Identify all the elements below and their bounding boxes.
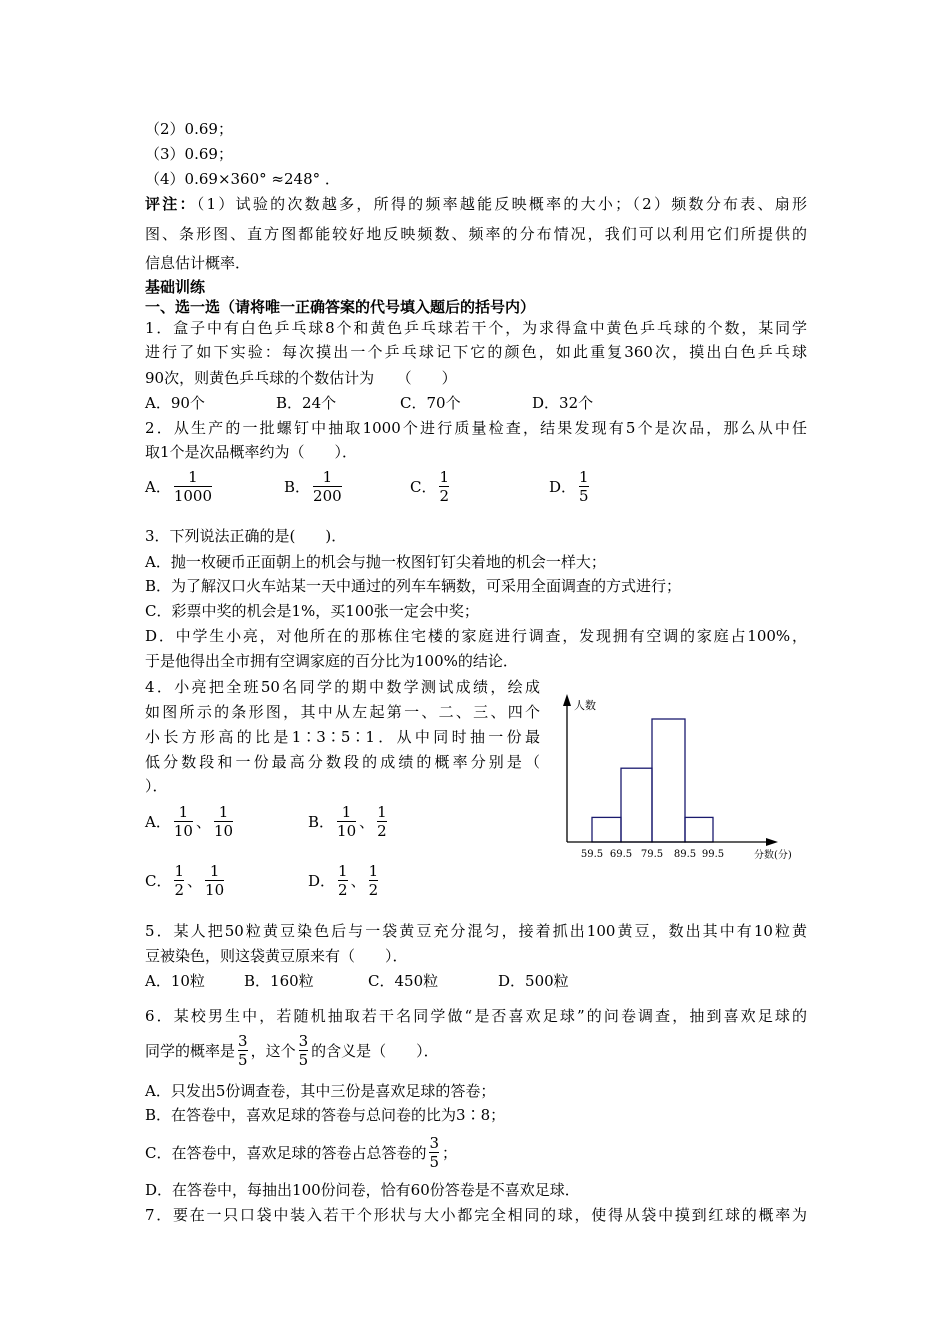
text: C．在答卷中，喜欢足球的答卷占总答卷的 — [145, 1144, 427, 1162]
numerator: 1 — [338, 862, 348, 880]
bar-79.5-89.5 — [652, 719, 685, 842]
denominator: 10 — [213, 822, 234, 840]
option-label: C． — [410, 478, 437, 496]
numerator: 1 — [439, 468, 450, 486]
q1-option-d: D．32个 — [532, 394, 594, 412]
q3-option-a: A．抛一枚硬币正面朝上的机会与抛一枚图钉钉尖着地的机会一样大； — [145, 553, 606, 571]
fraction — [313, 468, 342, 505]
q4-option-d — [308, 862, 381, 899]
bar-69.5-79.5 — [621, 768, 652, 842]
numerator: 1 — [174, 862, 185, 880]
q4-line-1: 4．小亮把全班50名同学的期中数学测试成绩，绘成 — [145, 678, 540, 696]
fraction — [338, 862, 348, 899]
numerator: 1 — [368, 862, 379, 880]
q1-line-2: 进行了如下实验：每次摸出一个乒乓球记下它的颜色，如此重复360次，摸出白色乒乓球 — [145, 343, 807, 361]
q4-option-c — [145, 862, 227, 899]
q2-option-b — [284, 468, 345, 505]
x-axis-label: 分数(分) — [754, 850, 792, 861]
numerator: 3 — [298, 1032, 309, 1050]
denominator: 10 — [173, 822, 193, 840]
bar-59.5-69.5 — [592, 817, 621, 842]
answer-3: （3）0.69； — [145, 145, 233, 163]
fraction — [214, 803, 233, 840]
fraction — [337, 803, 356, 840]
q2-line-1: 2．从生产的一批螺钉中抽取1000个进行质量检查，结果发现有5个是次品，那么从中任 — [145, 419, 807, 437]
fraction — [369, 862, 379, 899]
numerator: 1 — [178, 803, 189, 821]
q6-option-b: B．在答卷中，喜欢足球的答卷与总问卷的比为3∶8； — [145, 1106, 506, 1124]
fraction — [439, 468, 449, 505]
y-axis-label: 人数 — [574, 699, 596, 712]
note-text-1: （1）试验的次数越多，所得的频率越能反映概率的大小；（2）频数分布表、扇形 — [196, 195, 807, 213]
q6-option-a: A．只发出5份调查卷，其中三份是喜欢足球的答卷； — [145, 1082, 496, 1100]
denominator: 2 — [174, 881, 185, 899]
q3-option-c: C．彩票中奖的机会是1%，买100张一定会中奖； — [145, 602, 479, 620]
numerator: 1 — [377, 803, 387, 821]
text: ，这个 — [250, 1042, 296, 1060]
q3-line-1: 3．下列说法正确的是( )． — [145, 527, 347, 545]
q5-option-d: D．500粒 — [498, 972, 569, 990]
q2-option-d — [549, 468, 592, 505]
q5-line-1: 5．某人把50粒黄豆染色后与一袋黄豆充分混匀，接着抓出100黄豆，数出其中有10粒黄 — [145, 922, 807, 940]
q3-option-d-2: 于是他得出全市拥有空调家庭的百分比为100%的结论． — [145, 652, 518, 670]
denominator: 2 — [338, 881, 348, 899]
separator: 、 — [187, 872, 203, 890]
denominator: 2 — [368, 881, 379, 899]
section-subtitle: 一、选一选（请将唯一正确答案的代号填入题后的括号内） — [145, 298, 536, 316]
denominator: 200 — [313, 487, 342, 505]
q4-option-b — [308, 803, 390, 840]
q1-line-3: 90次，则黄色乒乓球的个数估计为 （ ） — [145, 369, 457, 387]
text: ； — [442, 1144, 458, 1162]
denominator: 2 — [439, 487, 450, 505]
fraction — [205, 862, 224, 899]
q5-line-2: 豆被染色，则这袋黄豆原来有（ ）． — [145, 947, 408, 965]
y-axis-arrow-icon — [563, 694, 571, 706]
fraction — [174, 468, 212, 505]
q1-option-c: C．70个 — [400, 394, 461, 412]
answer-2: （2）0.69； — [145, 120, 233, 138]
numerator: 3 — [429, 1134, 440, 1152]
fraction — [238, 1032, 248, 1069]
q4-line-4: 低分数段和一份最高分数段的成绩的概率分别是（ — [145, 753, 540, 771]
note-label: 评注： — [145, 195, 197, 213]
fraction — [174, 803, 193, 840]
denominator: 2 — [377, 822, 387, 840]
text: 同学的概率是 — [145, 1042, 236, 1060]
fraction — [174, 862, 184, 899]
note-line-1 — [145, 194, 807, 214]
q1-line-1: 1．盒子中有白色乒乓球8个和黄色乒乓球若干个，为求得盒中黄色乒乓球的个数，某同学 — [145, 319, 807, 337]
numerator: 1 — [579, 468, 589, 486]
fraction — [429, 1134, 439, 1171]
section-title: 基础训练 — [145, 278, 206, 296]
separator: 、 — [350, 872, 366, 890]
x-axis-arrow-icon — [766, 838, 778, 846]
q2-option-c — [410, 468, 452, 505]
text: 的含义是（ ）． — [311, 1042, 439, 1060]
denominator: 5 — [238, 1051, 248, 1069]
q3-option-b: B．为了解汉口火车站某一天中通过的列车车辆数，可采用全面调查的方式进行； — [145, 577, 682, 595]
q2-line-2: 取1个是次品概率约为（ ）． — [145, 443, 358, 461]
option-label: B． — [284, 478, 311, 496]
q5-option-a: A．10粒 — [145, 972, 205, 990]
numerator: 1 — [218, 803, 229, 821]
fraction — [299, 1032, 309, 1069]
x-tick-label: 99.5 — [701, 849, 725, 860]
note-line-3: 信息估计概率． — [145, 254, 251, 272]
option-label: D． — [549, 478, 577, 496]
option-label: C． — [145, 872, 172, 890]
q6-option-c — [145, 1134, 457, 1171]
numerator: 1 — [209, 862, 220, 880]
denominator: 5 — [429, 1153, 440, 1171]
numerator: 1 — [341, 803, 352, 821]
fraction — [377, 803, 387, 840]
bar-89.5-99.5 — [685, 817, 713, 842]
q6-line-1: 6．某校男生中，若随机抽取若干名同学做“是否喜欢足球”的问卷调查，抽到喜欢足球的 — [145, 1007, 807, 1025]
separator: 、 — [359, 813, 375, 831]
option-label: D． — [308, 872, 336, 890]
q1-option-a: A．90个 — [145, 394, 205, 412]
numerator: 3 — [238, 1032, 248, 1050]
answer-4: （4）0.69×360° ≈248° ． — [145, 170, 340, 188]
q6-option-d: D．在答卷中，每抽出100份问卷，恰有60份答卷是不喜欢足球． — [145, 1181, 580, 1199]
fraction — [579, 468, 589, 505]
x-tick-label: 69.5 — [609, 849, 633, 860]
q4-line-5: ）． — [145, 777, 168, 795]
q4-line-3: 小长方形高的比是1∶3∶5∶1．从中同时抽一份最 — [145, 728, 540, 746]
q1-option-b: B．24个 — [276, 394, 337, 412]
numerator: 1 — [188, 468, 198, 486]
note-line-2: 图、条形图、直方图都能较好地反映频数、频率的分布情况，我们可以利用它们所提供的 — [145, 225, 807, 243]
denominator: 10 — [337, 822, 357, 840]
q5-option-b: B．160粒 — [244, 972, 314, 990]
denominator: 10 — [205, 881, 225, 899]
denominator: 1000 — [173, 487, 213, 505]
option-label: A． — [145, 813, 171, 831]
histogram-chart — [550, 690, 810, 870]
x-tick-label: 79.5 — [640, 849, 664, 860]
numerator: 1 — [322, 468, 333, 486]
q4-line-2: 如图所示的条形图，其中从左起第一、二、三、四个 — [145, 703, 540, 721]
x-tick-label: 89.5 — [673, 849, 697, 860]
q5-option-c: C．450粒 — [368, 972, 439, 990]
q4-option-a — [145, 803, 236, 840]
q7-line-1: 7．要在一只口袋中装入若干个形状与大小都完全相同的球，使得从袋中摸到红球的概率为 — [145, 1206, 807, 1224]
denominator: 5 — [579, 487, 589, 505]
q3-option-d-1: D．中学生小亮，对他所在的那栋住宅楼的家庭进行调查，发现拥有空调的家庭占100%， — [145, 627, 807, 645]
separator: 、 — [195, 813, 211, 831]
x-tick-label: 59.5 — [580, 849, 604, 860]
q6-line-2 — [145, 1032, 439, 1069]
q2-option-a — [145, 468, 215, 505]
option-label: A． — [145, 478, 171, 496]
denominator: 5 — [298, 1051, 309, 1069]
option-label: B． — [308, 813, 335, 831]
